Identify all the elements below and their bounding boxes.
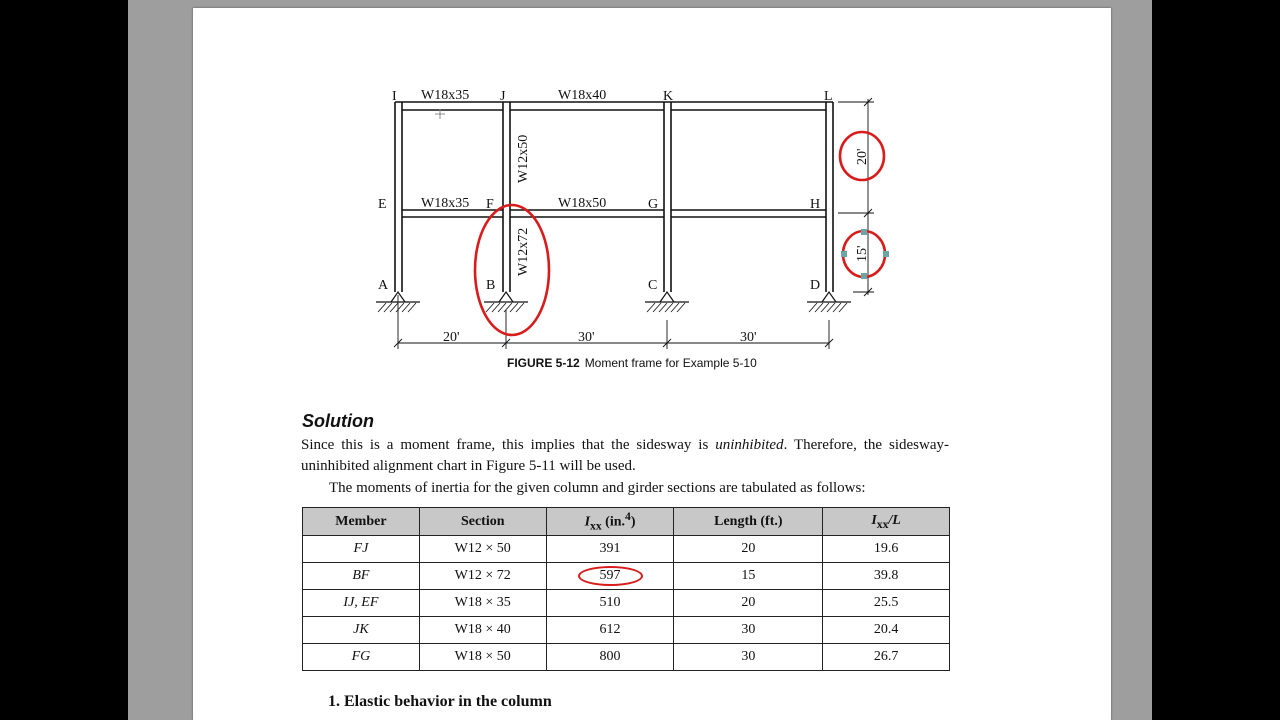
dim-bay1: 20' xyxy=(443,330,460,345)
node-label-l: L xyxy=(824,89,833,104)
header-member: Member xyxy=(303,508,420,536)
cell-ratio: 20.4 xyxy=(823,617,950,644)
dim-bay3: 30' xyxy=(740,330,757,345)
cell-member: FG xyxy=(303,644,420,671)
ratio-symbol: I xyxy=(871,512,877,528)
cell-section: W12 × 72 xyxy=(419,563,546,590)
header-length: Length (ft.) xyxy=(674,508,823,536)
table-row xyxy=(303,644,950,671)
cell-ratio: 26.7 xyxy=(823,644,950,671)
solution-heading: Solution xyxy=(302,411,374,431)
header-ixx xyxy=(546,508,674,536)
node-label-b: B xyxy=(486,278,496,293)
step-heading: 1. Elastic behavior in the column xyxy=(328,693,552,710)
ratio-subscript: xx xyxy=(876,517,889,531)
cell-member: JK xyxy=(303,617,420,644)
cell-length: 20 xyxy=(674,590,823,617)
node-label-e: E xyxy=(378,197,387,212)
table-header-row xyxy=(303,508,950,536)
header-section: Section xyxy=(419,508,546,536)
node-label-h: H xyxy=(810,197,821,212)
figure-caption-text: Moment frame for Example 5-10 xyxy=(584,356,757,370)
cell-member: BF xyxy=(303,563,420,590)
cell-member: FJ xyxy=(303,536,420,563)
dim-lower-story: 15' xyxy=(855,245,870,262)
para-emphasis: uninhibited xyxy=(715,437,784,453)
member-label-jk: W18x40 xyxy=(558,88,607,103)
dim-upper-story: 20' xyxy=(855,148,870,165)
cell-member: IJ, EF xyxy=(303,590,420,617)
header-ratio xyxy=(823,508,950,536)
cell-length: 30 xyxy=(674,617,823,644)
cell-ixx: 612 xyxy=(546,617,674,644)
ixx-superscript: 4 xyxy=(625,510,631,524)
member-label-fj: W12x50 xyxy=(516,134,531,183)
ixx-unit: (in. xyxy=(601,514,626,530)
cell-section: W18 × 50 xyxy=(419,644,546,671)
ixx-symbol: I xyxy=(584,514,591,530)
para-text-a: Since this is a moment frame, this implies that the sidesway is xyxy=(301,437,716,453)
cell-ratio: 19.6 xyxy=(823,536,950,563)
cell-ixx: 391 xyxy=(546,536,674,563)
table-row xyxy=(303,536,950,563)
cell-ratio: 25.5 xyxy=(823,590,950,617)
member-label-bf: W12x72 xyxy=(516,227,531,276)
para-text-b: . Therefore, the sidesway-uninhibited alignment chart in Figure 5-11 will be used. xyxy=(301,437,949,474)
cell-length: 15 xyxy=(674,563,823,590)
member-label-fg: W18x50 xyxy=(558,196,607,211)
figure-caption-label: FIGURE 5-12 xyxy=(507,356,580,370)
ixx-close: ) xyxy=(630,514,636,530)
node-label-a: A xyxy=(378,278,389,293)
cell-ixx: 510 xyxy=(546,590,674,617)
node-label-i: I xyxy=(392,89,397,104)
node-label-c: C xyxy=(648,278,658,293)
member-label-ij: W18x35 xyxy=(421,88,470,103)
node-label-k: K xyxy=(663,89,674,104)
annotation-circle-597: 597 xyxy=(578,566,643,586)
cell-section: W12 × 50 xyxy=(419,536,546,563)
member-label-ef: W18x35 xyxy=(421,196,470,211)
node-label-f: F xyxy=(486,197,494,212)
node-label-d: D xyxy=(810,278,821,293)
cell-ixx: 800 xyxy=(546,644,674,671)
cell-length: 20 xyxy=(674,536,823,563)
cell-ixx-circled xyxy=(546,563,674,590)
table-row xyxy=(303,590,950,617)
ratio-divisor: /L xyxy=(888,512,901,528)
node-label-g: G xyxy=(648,197,659,212)
cell-length: 30 xyxy=(674,644,823,671)
cell-section: W18 × 35 xyxy=(419,590,546,617)
cell-section: W18 × 40 xyxy=(419,617,546,644)
tabulation-intro: The moments of inertia for the given column and girder sections are tabulated as follows: xyxy=(329,480,866,496)
node-label-j: J xyxy=(500,89,506,104)
solution-paragraph xyxy=(301,435,949,477)
inertia-table xyxy=(302,507,950,671)
cell-ratio: 39.8 xyxy=(823,563,950,590)
ixx-subscript: xx xyxy=(590,519,602,533)
table-row xyxy=(303,563,950,590)
dim-bay2: 30' xyxy=(578,330,595,345)
table-row xyxy=(303,617,950,644)
